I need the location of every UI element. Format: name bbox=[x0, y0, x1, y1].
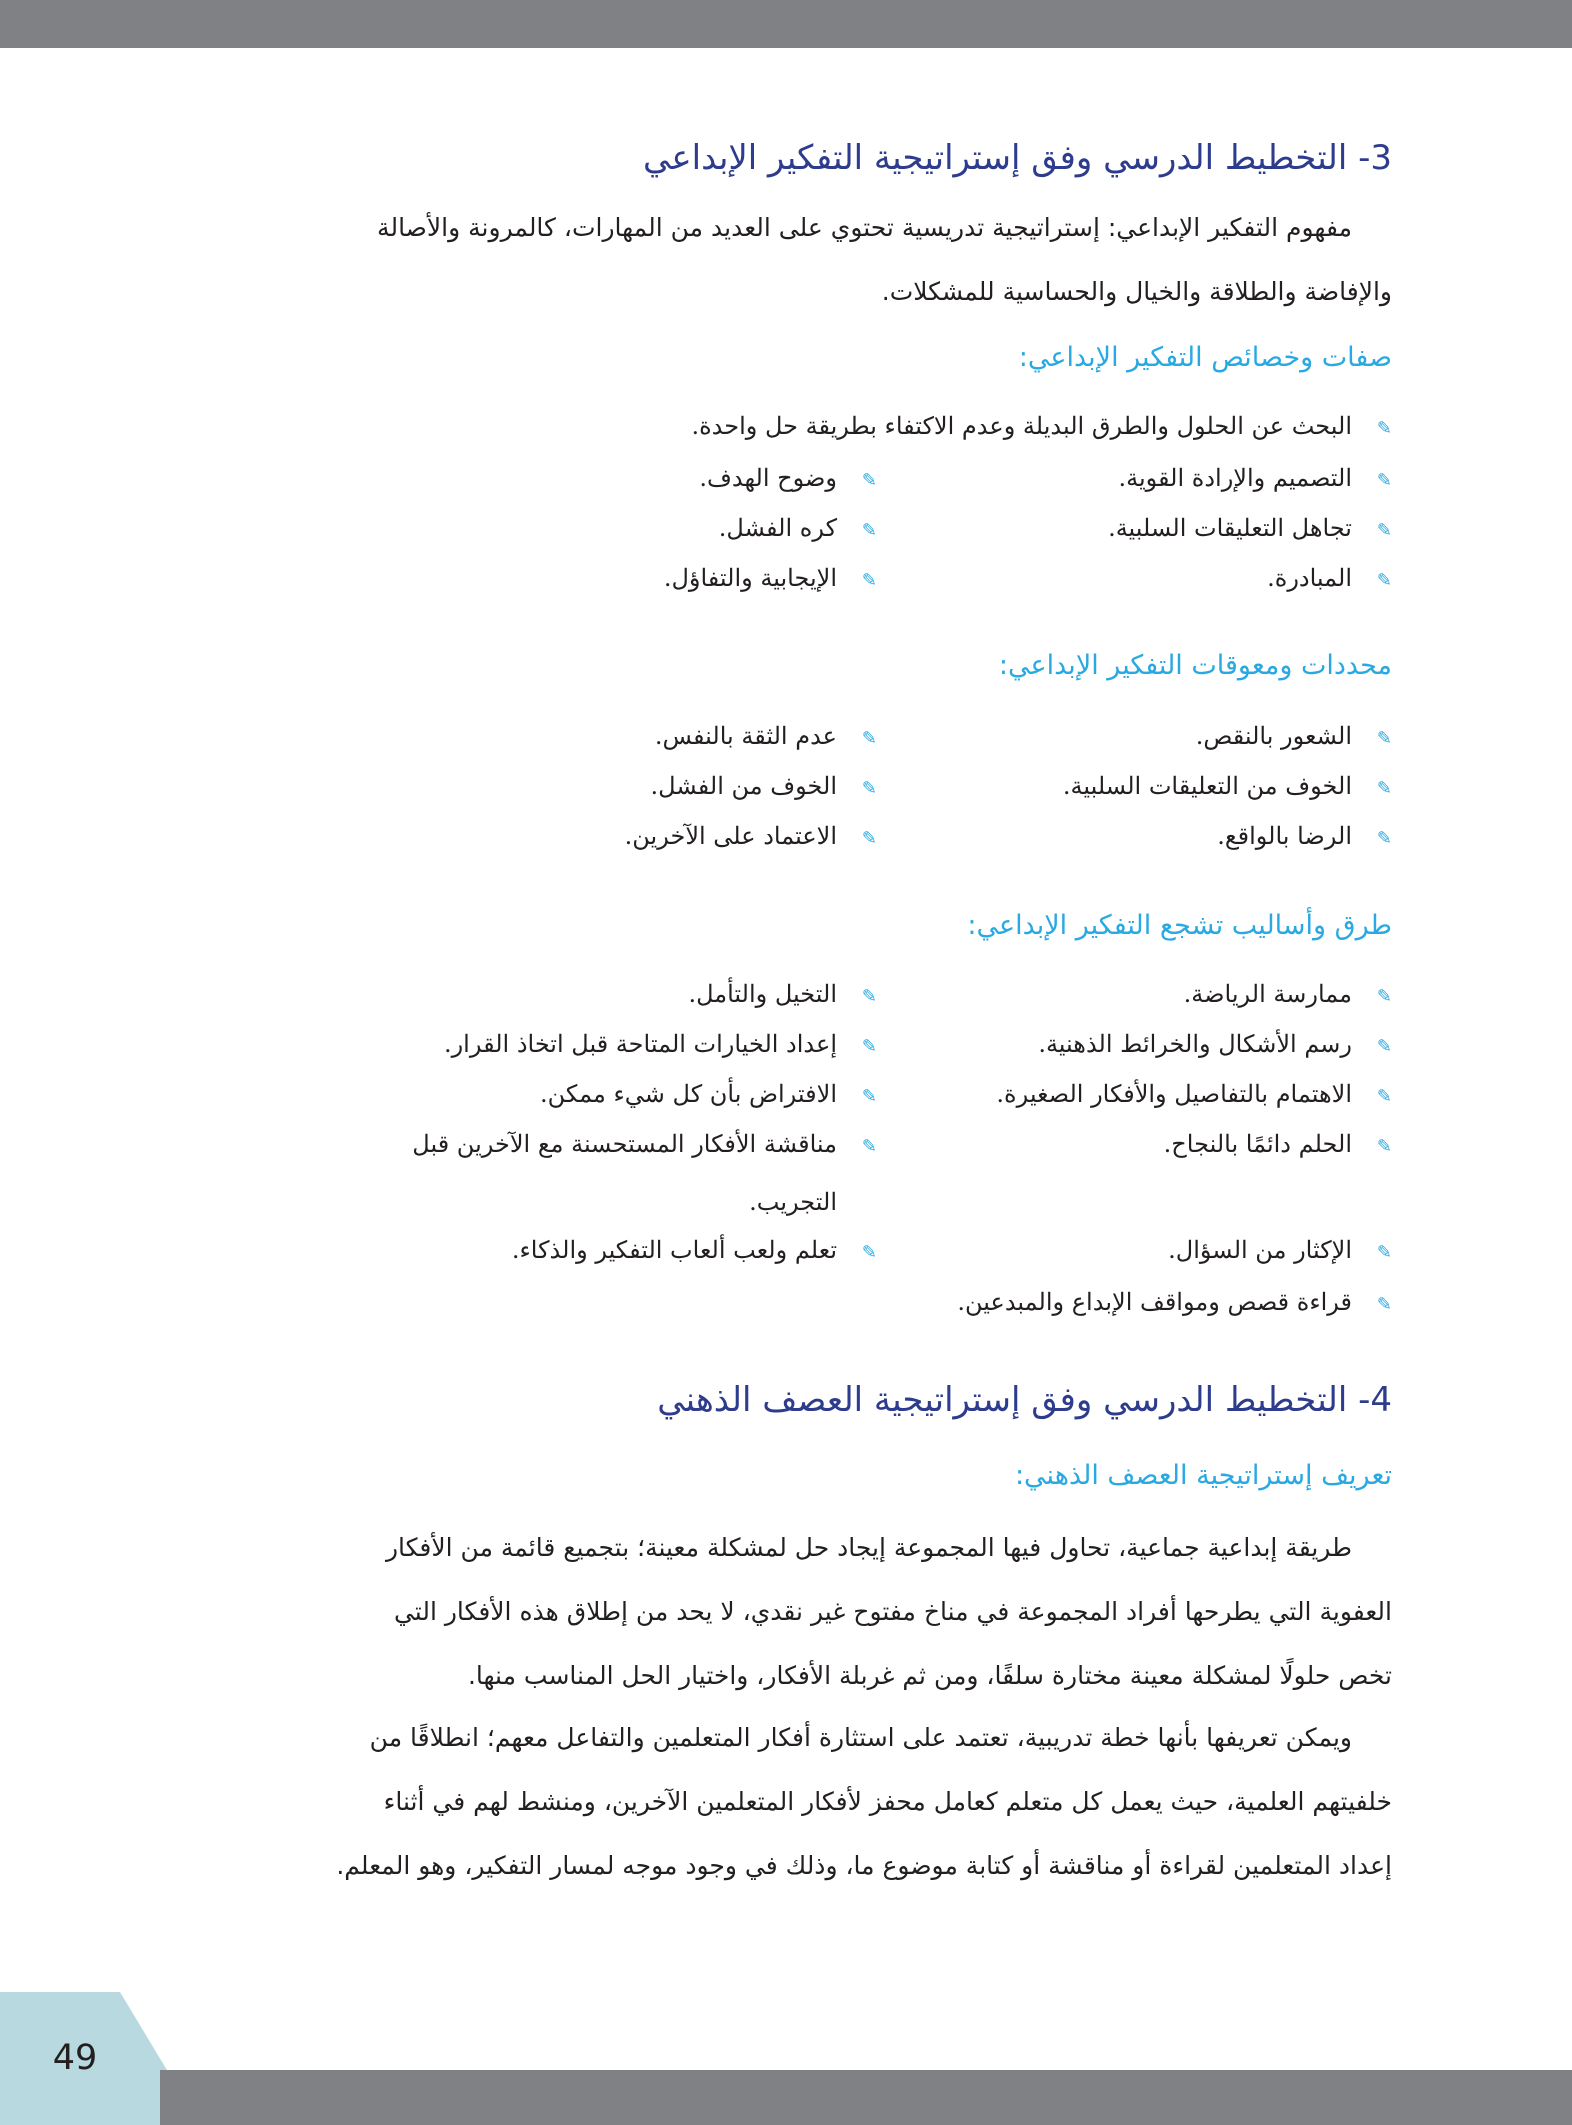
list-item: ✎الاهتمام بالتفاصيل والأفكار الصغيرة. bbox=[996, 1080, 1392, 1108]
list-item: ✎الإكثار من السؤال. bbox=[1168, 1236, 1392, 1264]
obstacles-title: محددات ومعوقات التفكير الإبداعي: bbox=[998, 650, 1392, 681]
methods-title: طرق وأساليب تشجع التفكير الإبداعي: bbox=[967, 910, 1392, 941]
pencil-check-icon: ✎ bbox=[1376, 1294, 1392, 1315]
pencil-check-icon: ✎ bbox=[1376, 1136, 1392, 1157]
list-item: ✎الخوف من الفشل. bbox=[650, 772, 877, 800]
intro-line-1: مفهوم التفكير الإبداعي: إستراتيجية تدريسية تحتوي على العديد من المهارات، كالمرونة والأصالة bbox=[377, 213, 1352, 242]
list-item: ✎رسم الأشكال والخرائط الذهنية. bbox=[1038, 1030, 1392, 1058]
list-item: ✎قراءة قصص ومواقف الإبداع والمبدعين. bbox=[957, 1288, 1392, 1316]
list-item: ✎مناقشة الأفكار المستحسنة مع الآخرين قبل bbox=[412, 1130, 877, 1158]
list-item: ✎الاعتماد على الآخرين. bbox=[624, 822, 877, 850]
paragraph-line: طريقة إبداعية جماعية، تحاول فيها المجموعة إيجاد حل لمشكلة معينة؛ بتجميع قائمة من الأفكار bbox=[385, 1533, 1352, 1562]
pencil-check-icon: ✎ bbox=[1376, 778, 1392, 799]
pencil-check-icon: ✎ bbox=[1376, 1036, 1392, 1057]
pencil-check-icon: ✎ bbox=[861, 778, 877, 799]
pencil-check-icon: ✎ bbox=[1376, 828, 1392, 849]
definition-title: تعريف إستراتيجية العصف الذهني: bbox=[1014, 1460, 1392, 1491]
list-item: ✎البحث عن الحلول والطرق البديلة وعدم الاكتفاء بطريقة حل واحدة. bbox=[691, 412, 1392, 440]
definition-paragraph-2 bbox=[110, 1706, 1392, 1898]
pencil-check-icon: ✎ bbox=[861, 828, 877, 849]
list-item: ✎الشعور بالنقص. bbox=[1195, 722, 1392, 750]
section-3-title: 3- التخطيط الدرسي وفق إستراتيجية التفكير الإبداعي bbox=[643, 138, 1392, 178]
pencil-check-icon: ✎ bbox=[861, 1242, 877, 1263]
bottom-bar bbox=[160, 2070, 1572, 2125]
paragraph-line: خلفيتهم العلمية، حيث يعمل كل متعلم كعامل محفز لأفكار المتعلمين الآخرين، ومنشط لهم في أثناء bbox=[383, 1787, 1392, 1816]
pencil-check-icon: ✎ bbox=[1376, 1086, 1392, 1107]
pencil-check-icon: ✎ bbox=[861, 520, 877, 541]
pencil-check-icon: ✎ bbox=[861, 728, 877, 749]
pencil-check-icon: ✎ bbox=[1376, 470, 1392, 491]
list-item: ✎الافتراض بأن كل شيء ممكن. bbox=[539, 1080, 877, 1108]
pencil-check-icon: ✎ bbox=[861, 1036, 877, 1057]
section-4-title: 4- التخطيط الدرسي وفق إستراتيجية العصف الذهني bbox=[657, 1380, 1392, 1420]
list-item: ✎ممارسة الرياضة. bbox=[1183, 980, 1392, 1008]
intro-line-2: والإفاضة والطلاقة والخيال والحساسية للمشكلات. bbox=[881, 277, 1392, 306]
list-item: ✎التصميم والإرادة القوية. bbox=[1118, 464, 1392, 492]
paragraph-line: إعداد المتعلمين لقراءة أو مناقشة أو كتابة موضوع ما، وذلك في وجود موجه لمسار التفكير، وهو المعلم. bbox=[336, 1851, 1392, 1880]
list-item-continuation: التجريب. bbox=[749, 1188, 837, 1216]
pencil-check-icon: ✎ bbox=[861, 1136, 877, 1157]
list-item: ✎إعداد الخيارات المتاحة قبل اتخاذ القرار. bbox=[443, 1030, 877, 1058]
definition-paragraph-1 bbox=[110, 1516, 1392, 1708]
pencil-check-icon: ✎ bbox=[1376, 728, 1392, 749]
page-number: 49 bbox=[52, 2038, 98, 2078]
list-item: ✎تعلم ولعب ألعاب التفكير والذكاء. bbox=[511, 1236, 877, 1264]
pencil-check-icon: ✎ bbox=[861, 570, 877, 591]
list-item: ✎المبادرة. bbox=[1267, 564, 1392, 592]
pencil-check-icon: ✎ bbox=[861, 1086, 877, 1107]
list-item: ✎الحلم دائمًا بالنجاح. bbox=[1163, 1130, 1392, 1158]
top-bar bbox=[0, 0, 1572, 48]
list-item: ✎الرضا بالواقع. bbox=[1217, 822, 1392, 850]
list-item: ✎التخيل والتأمل. bbox=[688, 980, 877, 1008]
pencil-check-icon: ✎ bbox=[1376, 986, 1392, 1007]
list-item: ✎الإيجابية والتفاؤل. bbox=[663, 564, 877, 592]
section-3-intro bbox=[110, 196, 1392, 324]
list-item: ✎كره الفشل. bbox=[718, 514, 877, 542]
pencil-check-icon: ✎ bbox=[861, 986, 877, 1007]
paragraph-line: العفوية التي يطرحها أفراد المجموعة في مناخ مفتوح غير نقدي، لا يحد من إطلاق هذه الأفكار التي bbox=[393, 1597, 1392, 1626]
paragraph-line: تخص حلولًا لمشكلة معينة مختارة سلفًا، ومن ثم غربلة الأفكار، واختيار الحل المناسب منها. bbox=[467, 1661, 1392, 1690]
list-item: ✎تجاهل التعليقات السلبية. bbox=[1108, 514, 1392, 542]
pencil-check-icon: ✎ bbox=[1376, 570, 1392, 591]
pencil-check-icon: ✎ bbox=[1376, 520, 1392, 541]
paragraph-line: ويمكن تعريفها بأنها خطة تدريبية، تعتمد على استثارة أفكار المتعلمين والتفاعل معهم؛ انطلاقًا من bbox=[369, 1723, 1352, 1752]
list-item: ✎الخوف من التعليقات السلبية. bbox=[1062, 772, 1392, 800]
traits-title: صفات وخصائص التفكير الإبداعي: bbox=[1018, 342, 1392, 373]
list-item: ✎وضوح الهدف. bbox=[699, 464, 877, 492]
list-item: ✎عدم الثقة بالنفس. bbox=[654, 722, 877, 750]
pencil-check-icon: ✎ bbox=[1376, 418, 1392, 439]
pencil-check-icon: ✎ bbox=[861, 470, 877, 491]
pencil-check-icon: ✎ bbox=[1376, 1242, 1392, 1263]
